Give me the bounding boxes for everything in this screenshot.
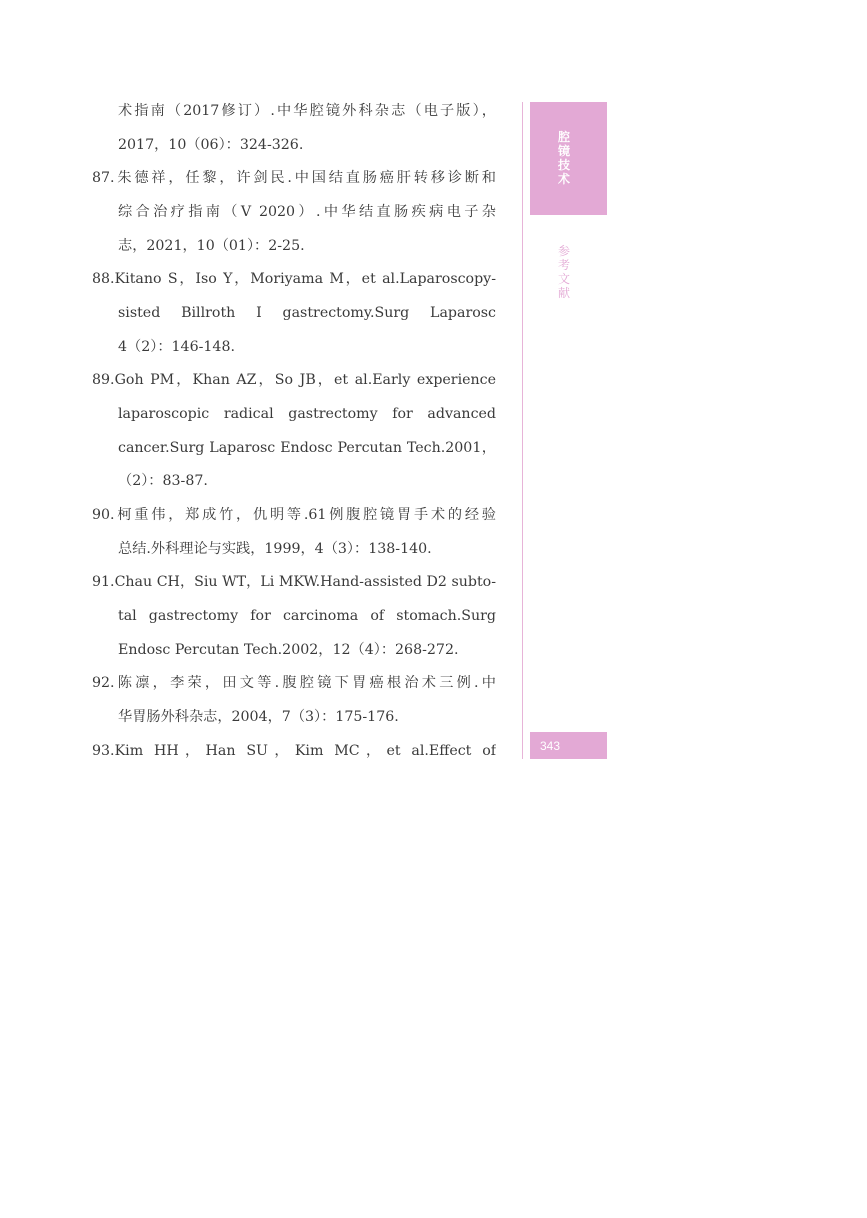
reference-line: 志，2021，10（01）：2-25. — [118, 238, 305, 254]
reference-line: 89.Goh PM，Khan AZ，So JB，et al.Early experience — [92, 372, 496, 388]
reference-line: cancer.Surg Laparosc Endosc Percutan Tech.2001， — [118, 440, 496, 456]
reference-line: laparoscopic radical gastrectomy for advanced — [118, 406, 496, 422]
reference-line: 华胃肠外科杂志，2004，7（3）：175-176. — [118, 709, 399, 725]
reference-line: 总结.外科理论与实践，1999，4（3）：138-140. — [118, 541, 432, 557]
reference-line: Endosc Percutan Tech.2002，12（4）：268-272. — [118, 642, 459, 658]
reference-line: 4（2）：146-148. — [118, 339, 235, 355]
reference-line: 88.Kitano S，Iso Y，Moriyama M，et al.Laparoscopy- — [92, 271, 496, 287]
reference-line: 综合治疗指南（V 2020）.中华结直肠疾病电子杂 — [118, 204, 496, 220]
chapter-title: 腔镜技术 — [557, 130, 570, 186]
reference-line: 92.陈凛，李荣，田文等.腹腔镜下胃癌根治术三例.中 — [92, 675, 496, 691]
section-title: 参考文献 — [557, 244, 570, 300]
reference-line: 术指南（2017修订）.中华腔镜外科杂志（电子版）， — [118, 103, 496, 119]
reference-line: 87.朱德祥，任黎，许剑民.中国结直肠癌肝转移诊断和 — [92, 170, 496, 186]
margin-divider — [522, 102, 523, 759]
reference-line: 91.Chau CH，Siu WT，Li MKW.Hand-assisted D2 subto- — [92, 574, 496, 590]
page-number: 343 — [540, 739, 561, 753]
reference-line: tal gastrectomy for carcinoma of stomach.Surg — [118, 608, 496, 624]
reference-line: 2017，10（06）：324-326. — [118, 137, 304, 153]
reference-line: （2）：83-87. — [118, 473, 208, 489]
reference-line: 90.柯重伟，郑成竹，仇明等.61例腹腔镜胃手术的经验 — [92, 507, 496, 523]
reference-line: 93.Kim HH，Han SU，Kim MC，et al.Effect of — [92, 743, 496, 759]
reference-line: sisted Billroth I gastrectomy.Surg Laparosc — [118, 305, 496, 321]
